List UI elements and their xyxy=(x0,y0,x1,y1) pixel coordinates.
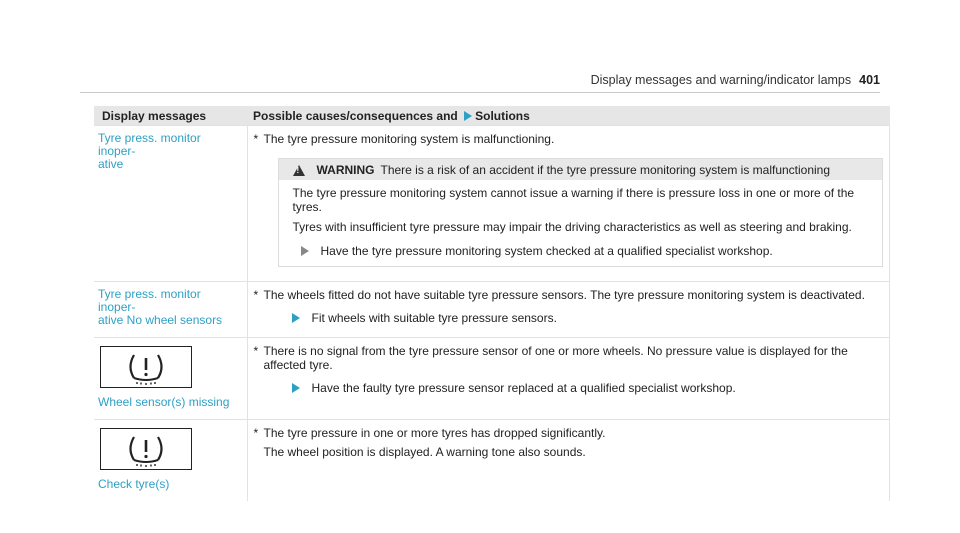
warning-header xyxy=(279,159,883,180)
bullet-marker: * xyxy=(253,426,259,440)
arrow-right-icon xyxy=(292,383,300,393)
warning-label: WARNING xyxy=(316,163,375,177)
col-header-causes xyxy=(247,106,890,126)
header-title: Display messages and warning/indicator lamps xyxy=(590,73,852,87)
action-text: Have the faulty tyre pressure sensor replaced at a qualified specialist workshop. xyxy=(311,381,736,395)
cause-cell xyxy=(247,338,890,420)
cause-bullet xyxy=(254,426,884,440)
warning-body xyxy=(279,180,883,266)
warning-triangle-icon xyxy=(293,165,305,176)
bullet-marker: * xyxy=(253,132,259,146)
display-message: Tyre press. monitor inoper- ative No wheel sensors xyxy=(94,282,247,338)
display-message-text: Wheel sensor(s) missing xyxy=(98,395,230,409)
bullet-marker: * xyxy=(253,288,259,302)
cause-text: The wheels fitted do not have suitable tyre pressure sensors. The tyre pressure monitoring system is deactivated. xyxy=(263,288,865,302)
cause-text: The tyre pressure monitoring system is malfunctioning. xyxy=(263,132,555,146)
cause-text: There is no signal from the tyre pressure sensor of one or more wheels. No pressure value is displayed for the affected tyre. xyxy=(263,344,848,372)
warning-para: The tyre pressure monitoring system cannot issue a warning if there is pressure loss in one or more of the tyres. xyxy=(292,186,855,214)
col-header-causes-text: Possible causes/consequences and xyxy=(253,109,458,123)
cause-bullet xyxy=(254,344,884,372)
table-row xyxy=(94,282,890,338)
page-header xyxy=(591,73,880,87)
solution-action xyxy=(254,381,884,395)
warning-para: Tyres with insufficient tyre pressure may impair the driving characteristics as well as steering and braking. xyxy=(292,220,852,234)
messages-table xyxy=(94,106,890,501)
col-header-solutions-text: Solutions xyxy=(475,109,530,123)
solution-action xyxy=(254,311,884,325)
cause-cell xyxy=(247,126,890,282)
arrow-right-icon xyxy=(292,313,300,323)
page-number: 401 xyxy=(859,73,880,87)
table-header-row xyxy=(94,106,890,126)
display-message xyxy=(94,420,247,502)
display-message xyxy=(94,338,247,420)
tyre-pressure-warning-icon xyxy=(100,346,192,388)
warning-action xyxy=(293,244,875,258)
cause-bullet xyxy=(254,132,884,146)
cause-text: The tyre pressure in one or more tyres has dropped significantly. xyxy=(263,426,606,440)
tyre-pressure-warning-icon xyxy=(100,428,192,470)
cause-text-2: The wheel position is displayed. A warning tone also sounds. xyxy=(263,445,586,459)
header-rule xyxy=(80,92,880,93)
display-message-text: Check tyre(s) xyxy=(98,477,170,491)
col-header-messages: Display messages xyxy=(94,106,247,126)
bullet-marker: * xyxy=(253,344,259,358)
warning-box xyxy=(278,158,884,267)
cause-bullet xyxy=(254,288,884,302)
cause-cell xyxy=(247,282,890,338)
warning-action-text: Have the tyre pressure monitoring system checked at a qualified specialist workshop. xyxy=(320,244,773,258)
table-row xyxy=(94,338,890,420)
arrow-right-icon xyxy=(464,111,472,121)
table-row xyxy=(94,126,890,282)
cause-cell xyxy=(247,420,890,502)
table-row xyxy=(94,420,890,502)
action-text: Fit wheels with suitable tyre pressure sensors. xyxy=(311,311,557,325)
display-message: Tyre press. monitor inoper- ative xyxy=(94,126,247,282)
warning-title: There is a risk of an accident if the tyre pressure monitoring system is malfunctioning xyxy=(380,163,831,177)
arrow-right-icon xyxy=(301,246,309,256)
